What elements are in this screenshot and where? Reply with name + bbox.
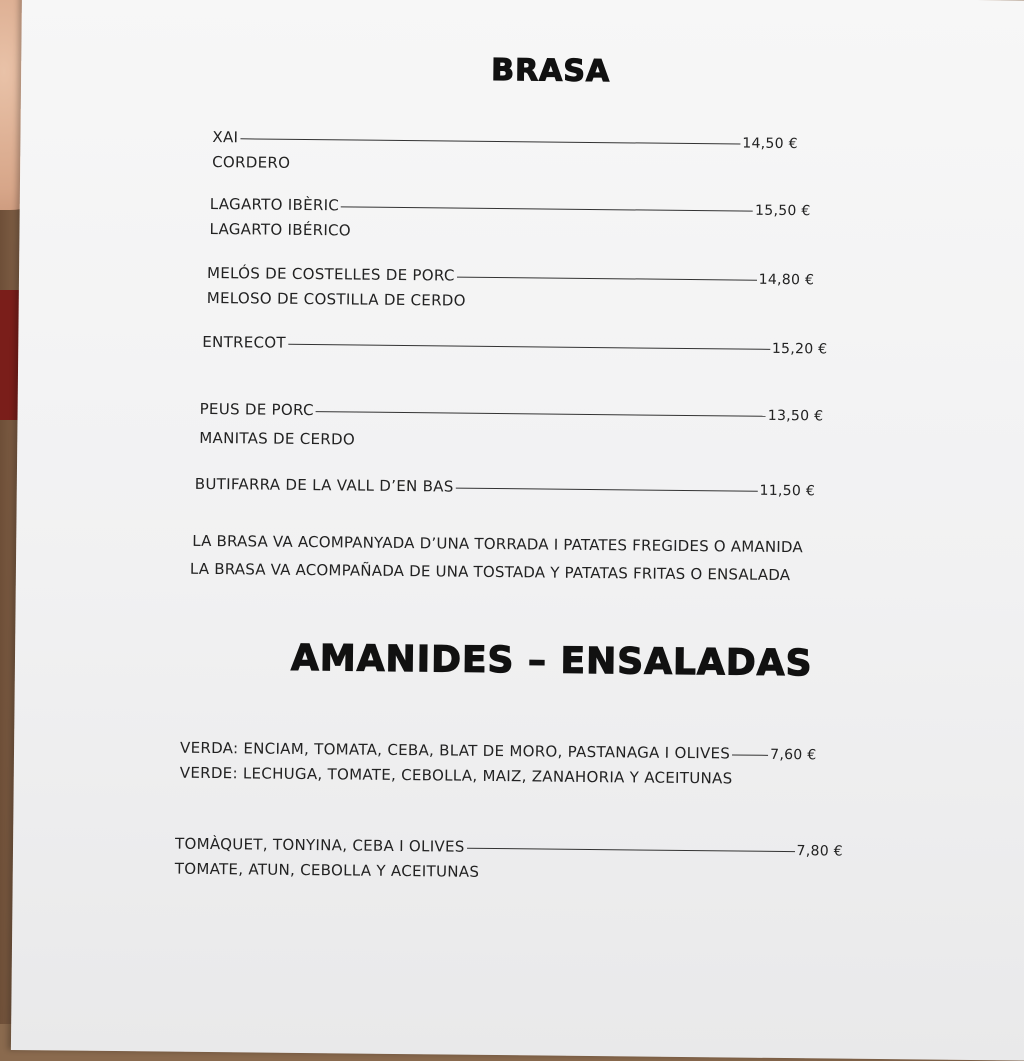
dotted-leader (288, 344, 770, 350)
dotted-leader (456, 488, 758, 492)
item-name-es: LAGARTO IBÉRICO (209, 219, 352, 240)
item-price: 15,50 € (755, 202, 811, 220)
menu-item (175, 832, 843, 888)
menu-item (180, 736, 817, 792)
item-price: 14,50 € (742, 135, 798, 153)
item-name-ca: LAGARTO IBÈRIC (209, 194, 340, 215)
item-price: 14,80 € (758, 271, 815, 289)
section-title-amanides: AMANIDES – ENSALADAS (290, 637, 813, 685)
item-name-ca: VERDA: ENCIAM, TOMATA, CEBA, BLAT DE MORO, PASTANAGA I OLIVES (179, 738, 731, 763)
item-name-es: MANITAS DE CERDO (199, 428, 356, 449)
brasa-note-es: LA BRASA VA ACOMPAÑADA DE UNA TOSTADA Y PATATAS FRITAS O ENSALADA (189, 559, 791, 585)
menu-item (212, 125, 798, 180)
item-name-ca: BUTIFARRA DE LA VALL D’EN BAS (194, 474, 454, 496)
item-price: 15,20 € (771, 340, 828, 358)
menu-item (195, 472, 816, 503)
item-name-ca: PEUS DE PORC (199, 399, 314, 420)
dotted-leader (732, 754, 768, 755)
item-price: 7,80 € (796, 843, 844, 860)
item-name-es: MELOSO DE COSTILLA DE CERDO (206, 288, 466, 310)
menu-item (199, 397, 823, 457)
item-price: 7,60 € (770, 746, 817, 764)
item-name-ca: ENTRECOT (202, 332, 287, 352)
menu-item (209, 192, 810, 247)
item-price: 13,50 € (767, 407, 824, 425)
dotted-leader (316, 411, 766, 417)
dotted-leader (467, 848, 795, 852)
menu-item (202, 330, 827, 362)
item-name-es: TOMATE, ATUN, CEBOLLA Y ACEITUNAS (174, 859, 480, 881)
item-name-ca: TOMÀQUET, TONYINA, CEBA I OLIVES (174, 834, 465, 856)
item-name-es: VERDE: LECHUGA, TOMATE, CEBOLLA, MAIZ, ZANAHORIA Y ACEITUNAS (179, 763, 733, 788)
menu-item (207, 261, 815, 316)
item-name-ca: XAI (212, 128, 239, 147)
item-price: 11,50 € (759, 482, 816, 500)
dotted-leader (341, 206, 753, 211)
dotted-leader (457, 277, 757, 281)
brasa-note-ca: LA BRASA VA ACOMPANYADA D’UNA TORRADA I PATATES FREGIDES O AMANIDA (192, 531, 803, 557)
item-name-es: CORDERO (212, 153, 291, 172)
item-name-ca: MELÓS DE COSTELLES DE PORC (206, 263, 455, 285)
dotted-leader (240, 138, 740, 144)
section-title-brasa: BRASA (491, 52, 611, 90)
menu-page (11, 0, 1024, 1061)
